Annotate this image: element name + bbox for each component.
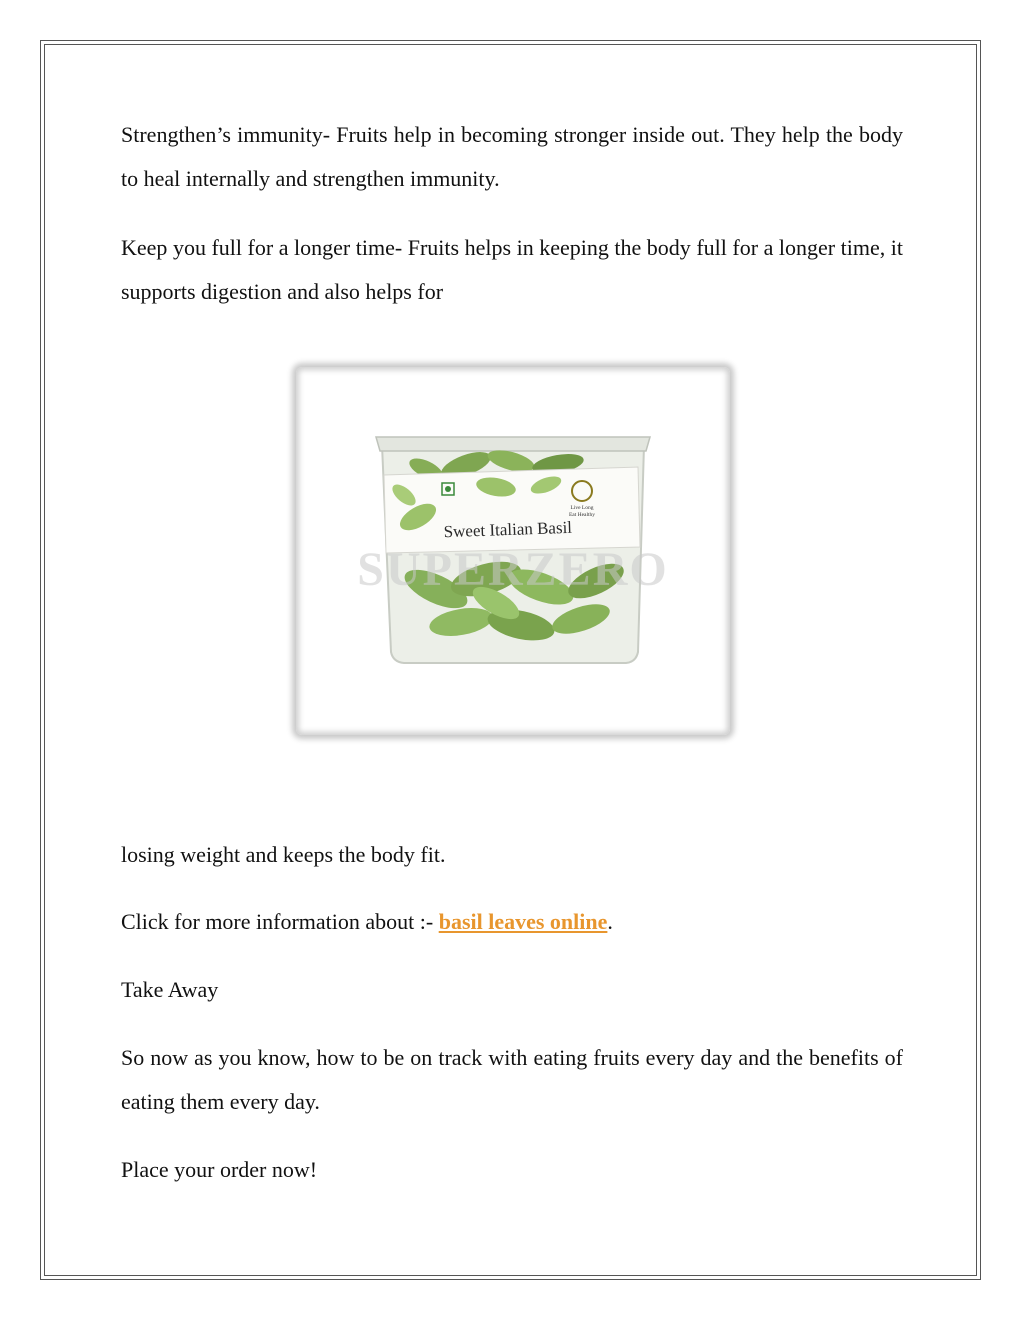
watermark-text: SUPERZERO <box>357 543 669 596</box>
paragraph-cta: Place your order now! <box>121 1157 318 1182</box>
more-info-suffix: . <box>607 909 613 934</box>
label-tagline-2: Eat Healthy <box>568 512 596 518</box>
paragraph-more-info <box>121 900 903 944</box>
basil-leaves-link[interactable]: basil leaves online <box>438 909 608 934</box>
paragraph-weight: losing weight and keeps the body fit. <box>121 842 446 867</box>
label-tagline-1: Live Long <box>570 505 594 511</box>
basil-product-image <box>296 367 730 735</box>
product-image-frame <box>296 367 730 735</box>
container-lid <box>376 437 650 451</box>
heading-take-away: Take Away <box>121 977 219 1002</box>
paragraph-immunity: Strengthen’s immunity- Fruits help in becoming stronger inside out. They help the body to heal internally and strengthen immunity. <box>121 122 903 191</box>
paragraph-full-longer: Keep you full for a longer time- Fruits helps in keeping the body full for a longer time, it supports digestion and also helps for <box>121 235 903 304</box>
product-label-text: Sweet Italian Basil <box>443 517 573 542</box>
paragraph-summary: So now as you know, how to be on track with eating fruits every day and the benefits of eating them every day. <box>121 1045 903 1114</box>
more-info-prefix: Click for more information about :- <box>121 909 439 934</box>
